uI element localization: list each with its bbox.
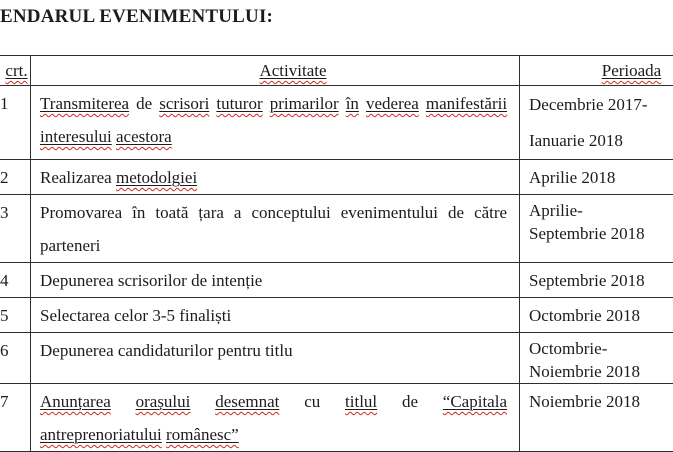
word: de xyxy=(401,392,418,411)
activity-cell xyxy=(31,333,520,384)
word: 3-5 xyxy=(152,306,175,325)
misspelled-word: manifestării xyxy=(425,94,508,113)
word: de xyxy=(136,94,153,113)
row-number-cell: 4 xyxy=(0,263,31,298)
word: în xyxy=(132,203,146,222)
table-row xyxy=(0,298,673,333)
table-row xyxy=(0,333,673,384)
misspelled-word: antreprenoriatului xyxy=(40,425,162,444)
table-row xyxy=(0,160,673,195)
activity-cell xyxy=(31,86,520,160)
misspelled-word: interesului xyxy=(40,127,112,146)
activity-cell xyxy=(31,384,520,452)
header-cell-number xyxy=(0,55,31,86)
period-line: Aprilie 2018 xyxy=(529,168,616,187)
row-number-cell: 3 xyxy=(0,195,31,263)
period-line: Septembrie 2018 xyxy=(529,271,645,290)
period-line: Noiembrie 2018 xyxy=(529,392,640,411)
misspelled-word: Activitate xyxy=(259,61,327,80)
period-line: Octombrie 2018 xyxy=(529,306,640,325)
word: titlu xyxy=(265,341,293,360)
misspelled-word: acestora xyxy=(116,127,172,146)
period-cell xyxy=(520,384,673,452)
word: conceptului xyxy=(251,203,331,222)
misspelled-word: crt. xyxy=(5,61,28,80)
word: țara xyxy=(198,203,224,222)
period-cell xyxy=(520,160,673,195)
misspelled-word: Perioada xyxy=(601,61,662,80)
misspelled-word: “Capitala xyxy=(442,392,507,411)
word: Depunerea xyxy=(40,271,114,290)
table-header-row xyxy=(0,55,673,86)
word: către xyxy=(474,203,508,222)
table-body xyxy=(0,86,673,452)
word: scrisorilor xyxy=(117,271,187,290)
word: parteneri xyxy=(40,236,101,255)
row-number-cell: 6 xyxy=(0,333,31,384)
period-line: Septembrie 2018 xyxy=(529,224,645,243)
misspelled-word: vederea xyxy=(365,94,419,113)
period-line: Octombrie- xyxy=(529,339,608,358)
row-number-cell: 7 xyxy=(0,384,31,452)
row-number-cell: 5 xyxy=(0,298,31,333)
table-row xyxy=(0,86,673,160)
period-cell xyxy=(520,298,673,333)
page-title: ENDARUL EVENIMENTULUI: xyxy=(0,6,274,27)
word: celor xyxy=(114,306,149,325)
misspelled-word: Anunțarea xyxy=(40,392,111,411)
header-cell-activity xyxy=(31,55,520,86)
word: a xyxy=(233,203,242,222)
word: Promovarea xyxy=(40,203,123,222)
table-row xyxy=(0,384,673,452)
misspelled-word: românesc” xyxy=(166,425,239,444)
word: Realizarea xyxy=(40,168,112,187)
word: toată xyxy=(155,203,189,222)
word: candidaturilor xyxy=(117,341,214,360)
misspelled-word: primarilor xyxy=(269,94,339,113)
word: Selectarea xyxy=(40,306,110,325)
row-number-cell: 2 xyxy=(0,160,31,195)
period-line: Ianuarie 2018 xyxy=(529,131,623,150)
misspelled-word: desemnat xyxy=(215,392,280,411)
misspelled-word: tuturor xyxy=(216,94,263,113)
activity-cell xyxy=(31,298,520,333)
word: finaliști xyxy=(179,306,232,325)
word: de xyxy=(448,203,465,222)
header-cell-period xyxy=(520,55,673,86)
activity-cell xyxy=(31,160,520,195)
misspelled-word: în xyxy=(345,94,359,113)
word: pentru xyxy=(217,341,261,360)
word: Depunerea xyxy=(40,341,114,360)
period-cell xyxy=(520,333,673,384)
word: cu xyxy=(304,392,321,411)
misspelled-word: Transmiterea xyxy=(40,94,130,113)
event-calendar-table xyxy=(0,55,673,452)
table-row xyxy=(0,263,673,298)
period-line: Aprilie- xyxy=(529,201,583,220)
activity-cell xyxy=(31,263,520,298)
word: evenimentului xyxy=(340,203,439,222)
misspelled-word: titlul xyxy=(345,392,378,411)
table-row xyxy=(0,195,673,263)
period-line: Noiembrie 2018 xyxy=(529,362,640,381)
period-cell xyxy=(520,86,673,160)
row-number-cell: 1 xyxy=(0,86,31,160)
misspelled-word: metodolgiei xyxy=(115,168,198,187)
misspelled-word: orașului xyxy=(135,392,191,411)
misspelled-word: scrisori xyxy=(159,94,210,113)
period-cell xyxy=(520,195,673,263)
period-line: Decembrie 2017- xyxy=(529,95,648,114)
activity-cell xyxy=(31,195,520,263)
period-cell xyxy=(520,263,673,298)
word: de xyxy=(191,271,208,290)
word: intenție xyxy=(211,271,263,290)
